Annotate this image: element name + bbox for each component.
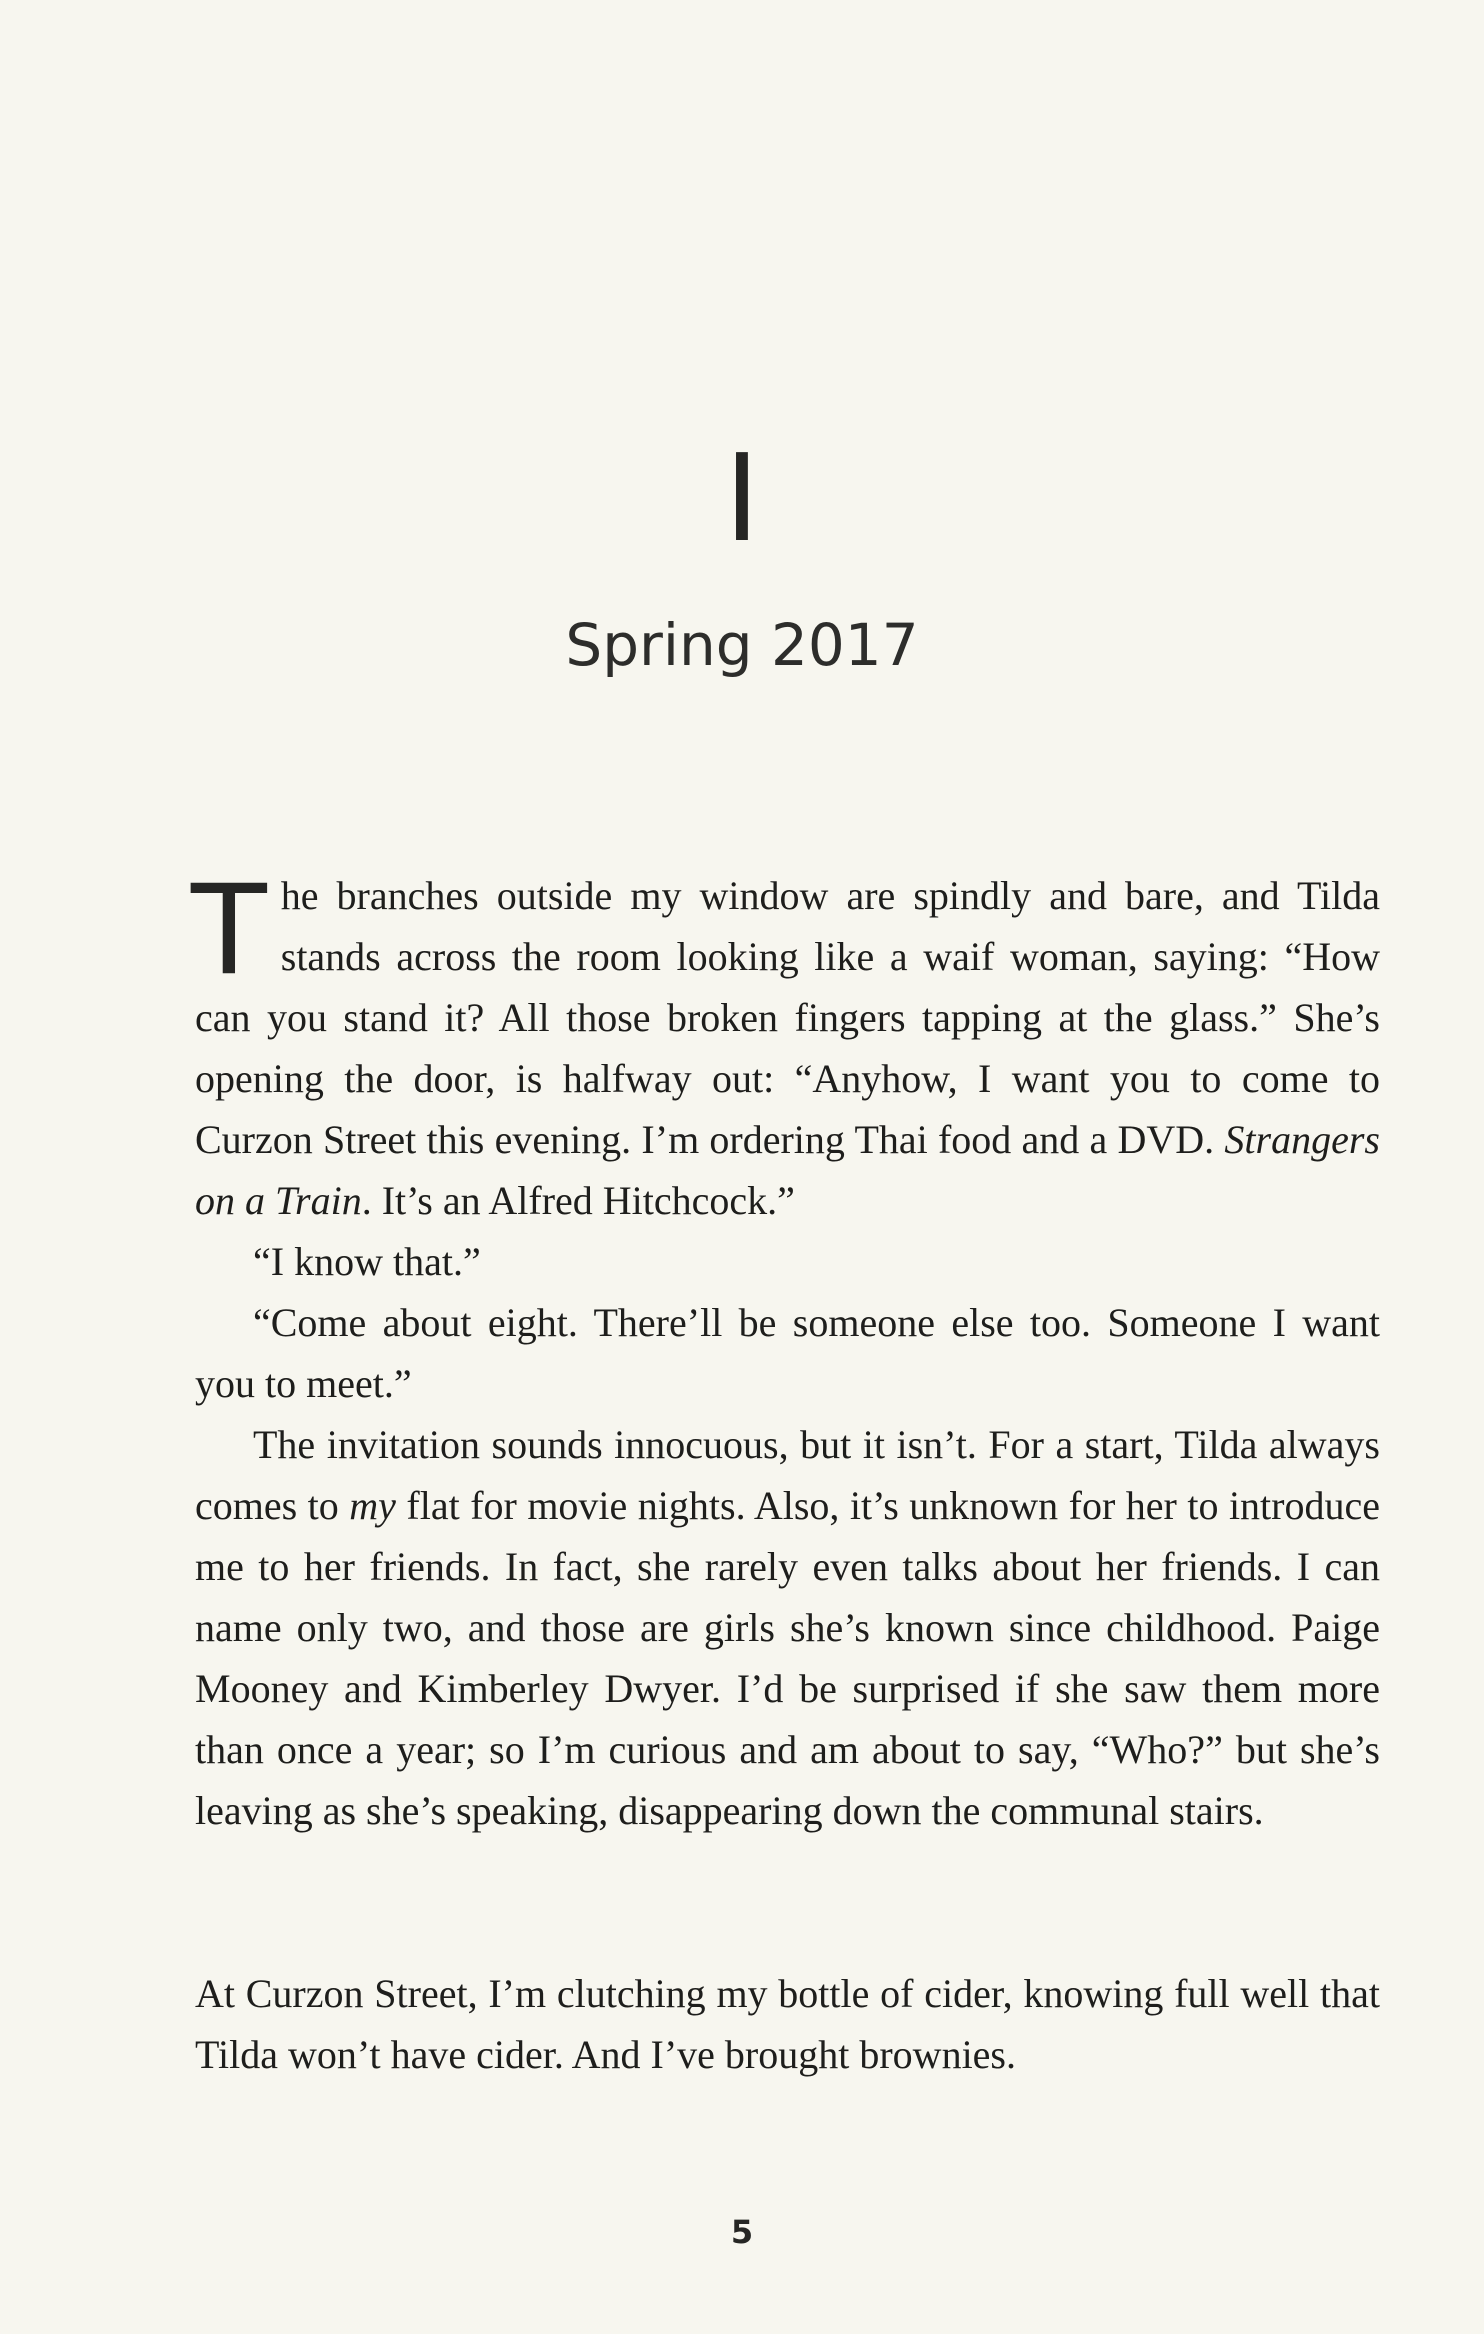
paragraph-1 [191,859,1380,1231]
paragraph-1-end: . It’s an Alfred Hitchcock.” [361,1178,795,1223]
chapter-title: Spring 2017 [565,611,919,679]
paragraph-4 [195,1414,1380,1841]
drop-cap: T [191,859,267,1003]
film-title: Strangers on a Train [195,1117,1380,1223]
section-break [195,1841,1380,1963]
paragraph-4-start: The invitation sounds innocuous, but it isn’t. For a start, Tilda always comes to [195,1422,1380,1528]
page-number: 5 [730,2213,754,2251]
emphasis-my: my [349,1483,396,1528]
paragraph-2: “I know that.” [253,1239,481,1284]
body-text [191,859,1380,2085]
paragraph-4-end: flat for movie nights. Also, it’s unknown for her to introduce me to her friends. In fact, she rarely even talks about her friends. I can name only two, and those are girls she’s known since childhood. Paige Mooney and Kimberley Dwyer. I’d be surprised if she saw them more than once a year; so I’m curious and am about to say, “Who?” but she’s leaving as she’s speaking, disappearing down the communal stairs. [195,1483,1380,1833]
paragraph-1-text: he branches outside my window are spindly and bare, and Tilda stands across the room looking like a waif woman, saying: “How can you stand it? All those broken fingers tapping at the glass.” She’s opening the door, is halfway out: “Anyhow, I want you to come to Curzon Street this evening. I’m ordering Thai food and a DVD. [195,873,1380,1162]
paragraph-5: At Curzon Street, I’m clutching my bottle of cider, knowing full well that Tilda won’t have cider. And I’ve brought brownies. [195,1971,1380,2077]
paragraph-3: “Come about eight. There’ll be someone else too. Someone I want you to meet.” [195,1300,1380,1406]
chapter-number: I [724,430,760,569]
